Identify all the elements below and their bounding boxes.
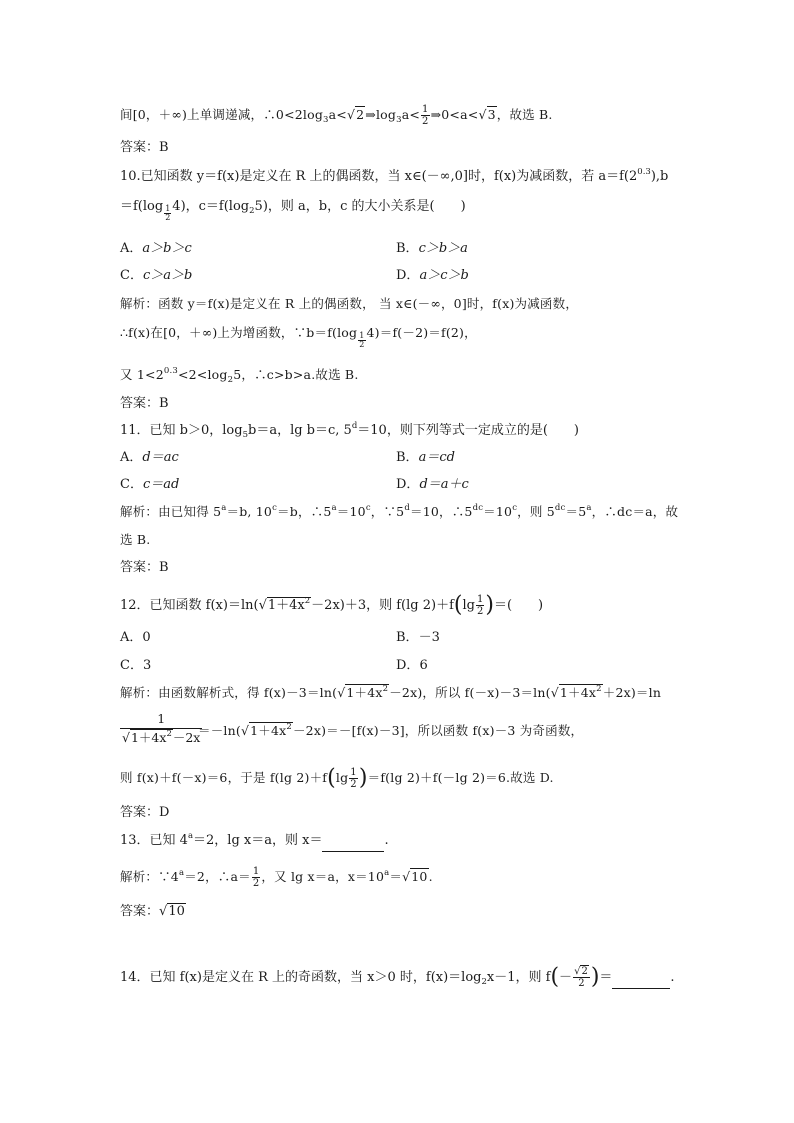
q11-expl: ，∵5 bbox=[370, 504, 405, 519]
answer-value: D bbox=[159, 805, 170, 820]
option-text: c＞a＞b bbox=[142, 268, 193, 283]
q10-stem-line2 bbox=[120, 197, 466, 222]
q10-option-a bbox=[120, 239, 192, 259]
sup: a bbox=[586, 503, 592, 513]
q12-explanation-3 bbox=[120, 767, 554, 790]
option-text: a＝cd bbox=[418, 450, 455, 465]
q10-expl: 4)＝f(－2)＝f(2)， bbox=[366, 325, 477, 340]
q11-expl: 选 B. bbox=[120, 532, 151, 547]
option-text: a＞b＞c bbox=[142, 241, 192, 256]
q11-text: ＝10，则下列等式一定成立的是( ) bbox=[357, 423, 579, 438]
q13-expl: . bbox=[428, 869, 433, 884]
option-label: A． bbox=[120, 450, 143, 465]
right-paren: ) bbox=[590, 964, 600, 990]
q11-explanation-1 bbox=[120, 502, 678, 522]
numerator: 1 bbox=[252, 866, 260, 877]
sub: 3 bbox=[323, 115, 329, 125]
denominator: 2 bbox=[350, 779, 357, 790]
q12-text: －2x)＋3，则 f(lg 2)＋f bbox=[311, 598, 454, 613]
radicand: 10 bbox=[168, 904, 185, 919]
option-label: B． bbox=[396, 630, 419, 645]
q13-explanation bbox=[120, 866, 433, 889]
sub: 2 bbox=[249, 206, 255, 216]
answer-label: 答案： bbox=[120, 396, 160, 411]
q11-answer bbox=[120, 558, 169, 578]
numerator: 1 bbox=[165, 204, 171, 213]
intro-line bbox=[120, 104, 553, 127]
numerator: 1 bbox=[157, 711, 166, 726]
sub: 5 bbox=[242, 430, 248, 440]
numerator: 1 bbox=[476, 594, 484, 605]
q14-text: x－1，则 f bbox=[486, 970, 551, 985]
sub: 3 bbox=[396, 115, 402, 125]
right-paren: ) bbox=[485, 592, 494, 618]
fraction bbox=[164, 205, 171, 222]
sup: 2 bbox=[166, 729, 172, 739]
q10-option-d bbox=[396, 266, 469, 286]
radicand bbox=[559, 684, 603, 700]
sup: a bbox=[384, 868, 390, 878]
radicand: 3 bbox=[487, 107, 496, 122]
q10-expl: ∴f(x)在[0，＋∞)上为增函数，∵b＝f(log bbox=[120, 325, 358, 340]
q11-text: 11．已知 b＞0，log bbox=[120, 423, 243, 438]
radicand bbox=[345, 684, 389, 700]
left-paren: ( bbox=[550, 964, 560, 990]
intro-text: 间[0，＋∞)上单调递减，∴0<2log bbox=[120, 107, 324, 122]
q12-answer bbox=[120, 803, 169, 823]
q12-expl: －2x)＝－[f(x)－3]，所以函数 f(x)－3 为奇函数， bbox=[292, 723, 584, 738]
q12-expl: 解析：由函数解析式，得 f(x)－3＝ln( bbox=[120, 685, 338, 700]
sqrt: √10 bbox=[402, 869, 428, 884]
answer-value: B bbox=[159, 396, 169, 411]
denominator: $√1+4x^2-2x$ bbox=[122, 729, 201, 745]
sup: dc bbox=[472, 503, 484, 513]
q12-stem bbox=[120, 594, 543, 617]
sup: d bbox=[351, 421, 358, 431]
radicand: 10 bbox=[411, 869, 428, 884]
option-text: d＝ac bbox=[142, 450, 179, 465]
sup: 2 bbox=[304, 596, 311, 606]
q11-explanation-2 bbox=[120, 530, 150, 550]
q13-text: 13．已知 4 bbox=[120, 833, 188, 848]
sqrt: √2 bbox=[346, 107, 365, 122]
sqrt: $√1+4x^2$ bbox=[550, 684, 602, 700]
q10-text: 10.已知函数 y＝f(x)是定义在 R 上的偶函数，当 x∈(－∞,0]时，f(x)为减函数，若 a＝f(2 bbox=[120, 169, 638, 184]
rad-text: 1＋4x bbox=[250, 723, 287, 738]
q9-answer bbox=[120, 138, 169, 158]
fraction bbox=[421, 104, 430, 127]
q12-expl: －2x)，所以 f(－x)－3＝ln( bbox=[389, 685, 551, 700]
q13-answer bbox=[120, 902, 186, 922]
sup: a bbox=[221, 503, 227, 513]
q12-option-c bbox=[120, 656, 151, 676]
q13-expl: ＝ bbox=[389, 869, 403, 884]
sup: a bbox=[187, 831, 194, 841]
q10-text: 5)，则 a，b，c 的大小关系是( ) bbox=[254, 199, 466, 214]
denominator: 2 bbox=[422, 116, 429, 127]
q10-option-c bbox=[120, 266, 192, 286]
option-label: D． bbox=[396, 658, 420, 673]
q12-text: lg bbox=[462, 598, 475, 613]
q11-expl: ＝b，∴5 bbox=[277, 504, 332, 519]
denominator: 2 bbox=[165, 213, 171, 222]
sup: d bbox=[404, 503, 410, 513]
q14-text: － bbox=[559, 970, 573, 985]
intro-text: ⇒log bbox=[365, 107, 397, 122]
q11-expl: 解析：由已知得 5 bbox=[120, 504, 222, 519]
radicand bbox=[267, 597, 311, 613]
option-text: a＞c＞b bbox=[419, 268, 469, 283]
q10-explanation-2 bbox=[120, 323, 477, 349]
sup: 2 bbox=[596, 684, 602, 694]
q13-text: ＝2，lg x＝a，则 x＝ bbox=[193, 833, 323, 848]
q12-expl: ＝－ln( bbox=[198, 723, 241, 738]
option-label: D． bbox=[396, 268, 420, 283]
q13-expl: ＝2，∴a＝ bbox=[184, 869, 251, 884]
sqrt: $√1+4x^2$ bbox=[240, 722, 292, 738]
left-paren: ( bbox=[453, 592, 463, 618]
q12-option-a bbox=[120, 628, 151, 648]
q13-expl: 解析：∵4 bbox=[120, 869, 179, 884]
q10-expl: 5，∴c>b>a.故选 B. bbox=[233, 367, 359, 382]
right-paren: ) bbox=[358, 765, 368, 791]
numerator: 1 bbox=[350, 767, 357, 778]
q10-answer bbox=[120, 394, 169, 414]
q12-text: 12．已知函数 f(x)＝ln( bbox=[120, 598, 259, 613]
option-label: D． bbox=[396, 477, 420, 492]
q11-expl: ＝10 bbox=[483, 504, 513, 519]
rad-text: 1＋4x bbox=[346, 685, 383, 700]
option-label: C． bbox=[120, 268, 143, 283]
q13-expl: ，又 lg x＝a，x＝10 bbox=[261, 869, 385, 884]
q14-stem bbox=[120, 966, 675, 989]
fraction bbox=[349, 767, 358, 790]
q11-expl: ＝10 bbox=[336, 504, 366, 519]
option-text: 3 bbox=[142, 658, 152, 673]
fraction bbox=[573, 966, 590, 989]
q12-explanation-1 bbox=[120, 683, 661, 703]
option-text: c＝ad bbox=[142, 477, 180, 492]
q12-expl: ＝f(lg 2)＋f(－lg 2)＝6.故选 D. bbox=[367, 770, 554, 785]
q11-option-a bbox=[120, 448, 179, 468]
sup: c bbox=[365, 503, 371, 513]
option-text: c＞b＞a bbox=[418, 241, 468, 256]
sup: a bbox=[331, 503, 337, 513]
answer-label: 答案： bbox=[120, 560, 160, 575]
q14-text: 14．已知 f(x)是定义在 R 上的奇函数，当 x＞0 时，f(x)＝log bbox=[120, 970, 482, 985]
option-text: 0 bbox=[142, 630, 151, 645]
numerator: 1 bbox=[422, 104, 429, 115]
rad-text: 1＋4x bbox=[559, 685, 597, 700]
q12-expl: lg bbox=[335, 770, 349, 785]
answer-value: B bbox=[159, 560, 169, 575]
radicand bbox=[249, 722, 293, 738]
intro-text: ⇒0<a< bbox=[430, 107, 479, 122]
sup: 2 bbox=[286, 722, 292, 732]
intro-text: a< bbox=[328, 107, 347, 122]
answer-label: 答案： bbox=[120, 904, 160, 919]
sqrt: $√1+4x^2$ bbox=[337, 684, 389, 700]
q11-expl: ＝b, 10 bbox=[226, 504, 273, 519]
q14-text: ＝ bbox=[599, 970, 613, 985]
fraction bbox=[252, 866, 261, 889]
intro-text: a< bbox=[401, 107, 421, 122]
fraction bbox=[476, 594, 484, 617]
option-label: B． bbox=[396, 241, 419, 256]
option-label: A． bbox=[120, 241, 143, 256]
q11-option-d bbox=[396, 475, 469, 495]
sqrt: $√1+4x^2$ bbox=[122, 729, 172, 745]
q11-expl: ，∴dc＝a，故 bbox=[591, 504, 679, 519]
sqrt: √3 bbox=[478, 107, 496, 122]
sub: 2 bbox=[227, 375, 234, 385]
numerator: 1 bbox=[359, 331, 365, 340]
q10-option-b bbox=[396, 239, 468, 259]
radicand bbox=[130, 729, 173, 745]
q10-text: ),b bbox=[650, 169, 669, 184]
q10-expl: 又 1<2 bbox=[120, 367, 164, 382]
q12-option-b bbox=[396, 628, 440, 648]
q10-expl: 解析：函数 y＝f(x)是定义在 R 上的偶函数， 当 x∈(－∞，0]时，f(x)为减函数， bbox=[120, 296, 579, 311]
sup: 2 bbox=[382, 684, 389, 694]
sup: 0.3 bbox=[163, 366, 178, 376]
answer-label: 答案： bbox=[120, 805, 160, 820]
q11-option-c bbox=[120, 475, 179, 495]
fraction bbox=[358, 332, 365, 349]
q10-stem-line1 bbox=[120, 167, 668, 187]
answer-value: B bbox=[159, 140, 169, 155]
q11-stem bbox=[120, 421, 579, 441]
answer-blank bbox=[612, 968, 670, 989]
sup: c bbox=[272, 503, 278, 513]
q12-expl: ＋2x)＝ln bbox=[602, 685, 662, 700]
sqrt: √10 bbox=[159, 904, 185, 919]
q11-option-b bbox=[396, 448, 455, 468]
answer-label: 答案： bbox=[120, 140, 160, 155]
sqrt: $√1+4x^2$ bbox=[258, 596, 311, 613]
denominator: 2 bbox=[573, 977, 590, 989]
option-label: C． bbox=[120, 658, 143, 673]
q11-expl: ＝10，∴5 bbox=[410, 504, 473, 519]
q14-text: . bbox=[670, 970, 675, 985]
option-label: B． bbox=[396, 450, 419, 465]
sqrt: √2 bbox=[574, 966, 588, 977]
rad-text: 1＋4x bbox=[267, 598, 305, 613]
q10-explanation-1 bbox=[120, 294, 578, 314]
option-label: A． bbox=[120, 630, 143, 645]
q10-text: ＝f(log bbox=[120, 199, 164, 214]
q10-text: 4)，c＝f(log bbox=[172, 199, 250, 214]
left-paren: ( bbox=[327, 765, 336, 791]
radicand: 2 bbox=[356, 107, 365, 122]
sup: c bbox=[512, 503, 518, 513]
q12-explanation-2 bbox=[198, 721, 583, 741]
denominator: 2 bbox=[252, 878, 260, 889]
option-text: d＝a＋c bbox=[419, 477, 469, 492]
sup: dc bbox=[554, 503, 566, 513]
q13-text: . bbox=[384, 833, 389, 848]
answer-blank bbox=[322, 831, 384, 852]
q12-big-fraction bbox=[120, 710, 202, 747]
q10-expl: <2<log bbox=[177, 367, 228, 382]
q11-expl: ，则 5 bbox=[517, 504, 555, 519]
denominator: 2 bbox=[476, 606, 484, 617]
sub: 2 bbox=[481, 977, 487, 987]
rad-text: 1＋4x bbox=[130, 730, 167, 745]
q11-expl: ＝5 bbox=[565, 504, 587, 519]
q11-text: b＝a，lg b＝c, 5 bbox=[248, 423, 352, 438]
numerator bbox=[573, 966, 590, 977]
q12-option-d bbox=[396, 656, 428, 676]
q13-stem bbox=[120, 831, 389, 852]
option-text: －3 bbox=[418, 630, 440, 645]
q12-text: ＝( ) bbox=[493, 598, 544, 613]
radicand: 2 bbox=[581, 966, 588, 977]
denominator: 2 bbox=[359, 340, 365, 349]
q10-explanation-3 bbox=[120, 365, 359, 385]
option-text: 6 bbox=[419, 658, 428, 673]
q12-expl: 则 f(x)＋f(－x)＝6，于是 f(lg 2)＋f bbox=[120, 770, 328, 785]
option-label: C． bbox=[120, 477, 143, 492]
sup: a bbox=[178, 868, 185, 878]
sup: 0.3 bbox=[637, 167, 651, 177]
intro-text: ，故选 B. bbox=[496, 107, 553, 122]
